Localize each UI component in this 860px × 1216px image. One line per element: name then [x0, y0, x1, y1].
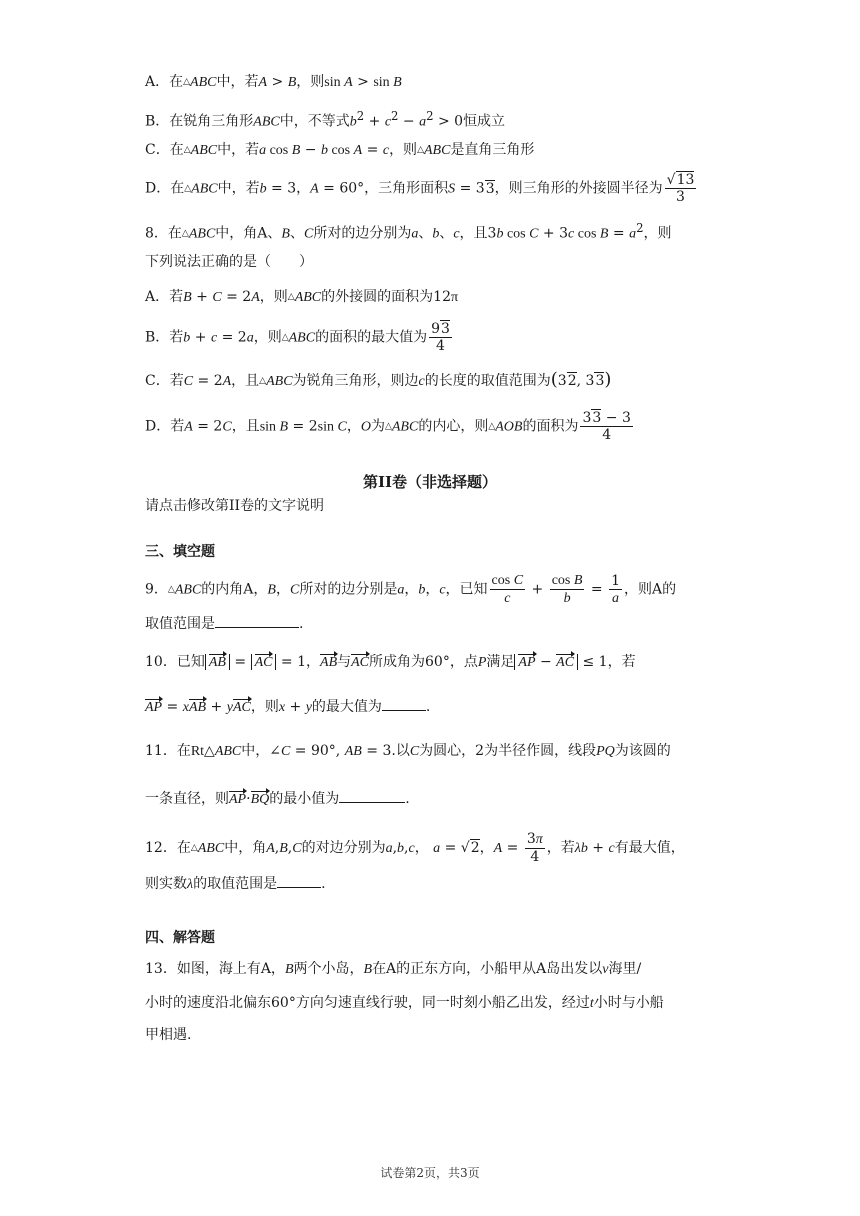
q13-line2: 小时的速度沿北偏东60°方向匀速直线行驶，同一时刻小船乙出发，经过t小时与小船: [145, 995, 664, 1011]
q8-option-c: C．若C = 2A，且△ABC为锐角三角形，则边c的长度的取值范围为(32, 33): [145, 369, 612, 390]
page-footer: 试卷第2页，共3页: [380, 1166, 480, 1180]
q7-option-b: B．在锐角三角形ABC中，不等式$b^2 + c^2 - a^2 > 0$恒成立: [145, 109, 506, 130]
q8-option-a: A．若B + C = 2A，则△ABC的外接圆的面积为12π: [145, 289, 459, 305]
q8-stem-line1: 8．在△ABC中，角A、B、C所对的边分别为a、b、c，且3b cos C + 3c $\cos B = a^2$，则: [145, 221, 672, 242]
section-title: 第II卷（非选择题）: [362, 473, 498, 491]
q9-line1: 9．△ABC的内角A，B，C所对的边分别是a，b，c，已知 $\frac{\text{cos C}}{c}$ + $\frac{\text{cos B}}{b}$ = $\frac{1}{a}$ ，则A的: [145, 572, 677, 606]
q11-line1: 11．在Rt△ABC中，∠C = 90°, AB = 3.以C为圆心，2为半径作圆，线段PQ为该圆的: [145, 743, 671, 759]
q10-line1: 10．已知 AB = AC = 1，AB与AC所成角为60°，点P满足 AP − AC ≤ 1，若: [145, 652, 636, 673]
q7-option-d: D．在△ABC中，若b = 3，A = 60°，三角形面积S = 33，则三角形的外接圆半径为 $\frac{√13}{3}$: [145, 172, 695, 205]
fill-in-heading: 三、填空题: [145, 544, 215, 560]
q8-stem-line2: 下列说法正确的是（ ）: [145, 254, 313, 270]
answer-heading: 四、解答题: [145, 930, 215, 946]
q13-line3: 甲相遇.: [145, 1027, 192, 1043]
q7-option-c: C．在△ABC中，若a cos B − b cos A = c，则△ABC是直角三角形: [145, 142, 535, 158]
q12-line1: 12．在△ABC中，角A,B,C的对边分别为a,b,c， a = √2，A = $\frac{3\pi}{4}$ ，若λb + c有最大值，: [145, 831, 685, 865]
q8-option-b: B．若b + c = 2a，则△ABC的面积的最大值为 $\frac{93}{4}$: [145, 321, 450, 354]
q8-option-d: D．若A = 2C，且sin B = 2sin C，O为△ABC的内心，则△AOB的面积为 $\frac{33 - 3}{4}$: [145, 410, 631, 443]
q7-option-a: A．在△ABC中，若A > B，则sin A > sin B: [145, 74, 402, 90]
q12-line2: 则实数λ的取值范围是 .: [145, 876, 326, 892]
q11-line2: 一条直径，则AP·BQ的最小值为 .: [145, 789, 410, 810]
q9-line2: 取值范围是 .: [145, 616, 304, 632]
q13-line1: 13．如图，海上有A，B两个小岛，B在A的正东方向，小船甲从A岛出发以v海里/: [145, 961, 642, 977]
q10-line2: AP = xAB + yAC，则x + y的最大值为 .: [145, 697, 430, 718]
section-note: 请点击修改第II卷的文字说明: [145, 498, 325, 514]
